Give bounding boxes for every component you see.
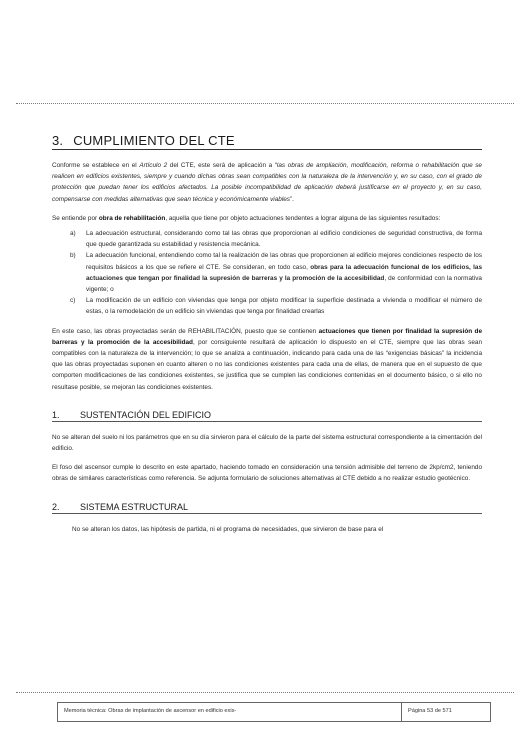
subsection-number: 2. xyxy=(52,501,60,512)
intro-text-e: ”. xyxy=(290,195,294,203)
list-item-text xyxy=(86,250,482,295)
subsection-paragraph: El foso del ascensor cumple lo descrito en este apartado, haciendo tomado en consideración una tensión admisible del terreno de 2kp/cm2, teniendo obras de similares características como referencia. Se adjunta formulario de soluciones alternativas al CTE debido a no realizar estudio geotécnico. xyxy=(52,464,482,483)
intro-quote: las obras de ampliación, modificación, reforma o rehabilitación que se realicen en edificios existentes, siempre y cuando dichas obras sean compatibles con la naturaleza de la intervención y, en su caso, con el grado de protección que puedan tener los edificios afectados. La posible incompatibilidad de aplicación deberá justificarse en el proyecto y, en su caso, compensarse con medidas alternativas que sean técnica y económicamente viables xyxy=(52,162,482,203)
list-item-text: La adecuación estructural, considerando como tal las obras que proporcionan al edificio condiciones de seguridad constructiva, de forma que quede garantizada su estabilidad y resistencia mecánica. xyxy=(86,230,482,249)
list-item-bold: obras para la adecuación funcional de los edificios, las actuaciones que tengan por finalidad la supresión de barreras y la promoción de la accesibilidad xyxy=(86,263,482,282)
list-item xyxy=(52,295,482,317)
subsection-title: SISTEMA ESTRUCTURAL xyxy=(80,501,189,512)
list-marker: a) xyxy=(70,230,76,238)
bottom-dotted-rule xyxy=(16,692,514,693)
intro-text-a: Conforme se establece en el xyxy=(52,162,140,169)
list-marker: c) xyxy=(70,297,76,305)
list-marker: b) xyxy=(70,252,76,260)
case-text-a: En este caso, las obras proyectadas serán de REHABILITACIÓN, puesto que se contienen xyxy=(52,327,319,335)
intro-text-b: Artículo 2 xyxy=(139,162,168,169)
subsection-heading xyxy=(52,407,482,422)
footer-document-title: Memoria técnica: Obras de implantación de ascensor en edificio exis- xyxy=(58,703,402,721)
list-item-text-c: , de conformidad con la normativa vigente; o xyxy=(86,274,482,294)
case-paragraph xyxy=(52,326,482,393)
page-footer xyxy=(57,702,491,722)
list-item-text: La modificación de un edificio con viviendas que tenga por objeto modificar la superficie destinada a vivienda o modificar el número de estas, o la remodelación de un edificio sin viviendas que tenga por finalidad crearlas xyxy=(86,297,482,316)
top-dotted-rule xyxy=(16,103,514,104)
case-text-c: , por consiguiente resultará de aplicación lo dispuesto en el CTE, siempre que las obras sean compatibles con la naturaleza de la intervención; lo que se analiza a continuación, indicando para cada una de las “exigencias básicas” la incidencia que las obras proyectadas suponen en cuanto alteren o no las condiciones existentes para cada una de ellas, de manera que en el supuesto de que comporten modificaciones de las condiciones existentes, se justifica que se cumplen las condiciones contenidas en el documento básico, o si ello no resultase posible, se mejoran las condiciones existentes. xyxy=(52,338,482,391)
subsection-heading xyxy=(52,499,482,514)
section-title: CUMPLIMIENTO DEL CTE xyxy=(73,133,235,148)
section-number: 3. xyxy=(52,133,64,148)
subsection-paragraph: No se alteran del suelo ni los parámetros que en su día sirvieron para el cálculo de la parte del sistema estructural correspondiente a la cimentación del edificio. xyxy=(52,433,482,453)
section-heading xyxy=(52,130,482,150)
rehab-text-a: Se entiende por xyxy=(52,214,99,222)
subsection-number: 1. xyxy=(52,409,60,420)
rehab-paragraph xyxy=(52,213,482,224)
subsection-title: SUSTENTACIÓN DEL EDIFICIO xyxy=(80,409,212,420)
case-bold: actuaciones que tienen por finalidad la supresión de barreras y la promoción de la accesibilidad xyxy=(52,327,482,346)
document-page xyxy=(52,130,482,543)
list-item xyxy=(52,250,482,295)
subsection-paragraph: No se alteran los datos, las hipótesis de partida, ni el programa de necesidades, que sirvieron de base para el xyxy=(72,525,384,533)
rehab-term: obra de rehabilitación xyxy=(98,214,166,222)
list-item xyxy=(52,228,482,250)
list-item-text-a: La adecuación funcional, entendiendo como tal la realización de las obras que proporcionen al edificio mejores condiciones respecto de los requisitos básicos a los que se refiere el CTE. Se consideran, en todo caso, xyxy=(86,252,482,271)
rehab-list xyxy=(52,228,482,318)
rehab-text-c: , aquella que tiene por objeto actuaciones tendentes a lograr alguna de las siguientes resultados: xyxy=(165,214,441,222)
intro-paragraph xyxy=(52,160,482,205)
footer-page-number: Página 53 de 571 xyxy=(408,708,452,714)
intro-text-c: del CTE, este será de aplicación a “ xyxy=(167,162,277,169)
